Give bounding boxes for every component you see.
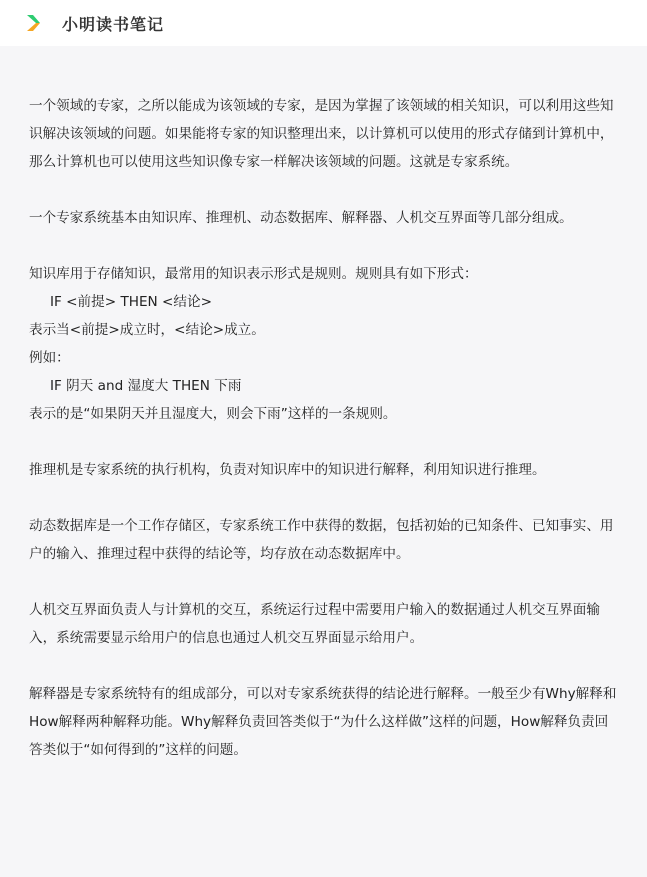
kb-rule-form: IF <前提> THEN <结论> — [50, 294, 213, 310]
kb-example-meaning: 表示的是“如果阴天并且湿度大，则会下雨”这样的一条规则。 — [29, 406, 397, 422]
kb-example-label: 例如： — [29, 350, 70, 366]
kb-intro-text: 知识库用于存储知识，最常用的知识表示形式是规则。规则具有如下形式： — [29, 266, 478, 282]
kb-rule-meaning: 表示当<前提>成立时，<结论>成立。 — [29, 322, 265, 338]
knowledge-base-section — [29, 260, 619, 428]
paragraph-components: 一个专家系统基本由知识库、推理机、动态数据库、解释器、人机交互界面等几部分组成。 — [29, 210, 573, 226]
paragraph-hci: 人机交互界面负责人与计算机的交互，系统运行过程中需要用户输入的数据通过人机交互界面输入，系统需要显示给用户的信息也通过人机交互界面显示给用户。 — [29, 602, 600, 646]
app-header — [0, 0, 647, 46]
paragraph-expert-definition: 一个领域的专家，之所以能成为该领域的专家，是因为掌握了该领域的相关知识，可以利用这些知识解决该领域的问题。如果能将专家的知识整理出来，以计算机可以使用的形式存储到计算机中，那么计算机也可以使用这些知识像专家一样解决该领域的问题。这就是专家系统。 — [29, 98, 614, 170]
app-title: 小明读书笔记 — [62, 14, 165, 34]
paragraph-explainer: 解释器是专家系统特有的组成部分，可以对专家系统获得的结论进行解释。一般至少有Why解释和How解释两种解释功能。Why解释负责回答类似于“为什么这样做”这样的问题，How解释负责回答类似于“如何得到的”这样的问题。 — [29, 686, 617, 758]
paragraph-inference-engine: 推理机是专家系统的执行机构，负责对知识库中的知识进行解释，利用知识进行推理。 — [29, 462, 546, 478]
chevron-logo-icon — [24, 14, 42, 32]
kb-example-rule: IF 阴天 and 湿度大 THEN 下雨 — [50, 378, 242, 394]
paragraph-dynamic-database: 动态数据库是一个工作存储区，专家系统工作中获得的数据，包括初始的已知条件、已知事实、用户的输入、推理过程中获得的结论等，均存放在动态数据库中。 — [29, 518, 614, 562]
article-body — [29, 92, 619, 764]
